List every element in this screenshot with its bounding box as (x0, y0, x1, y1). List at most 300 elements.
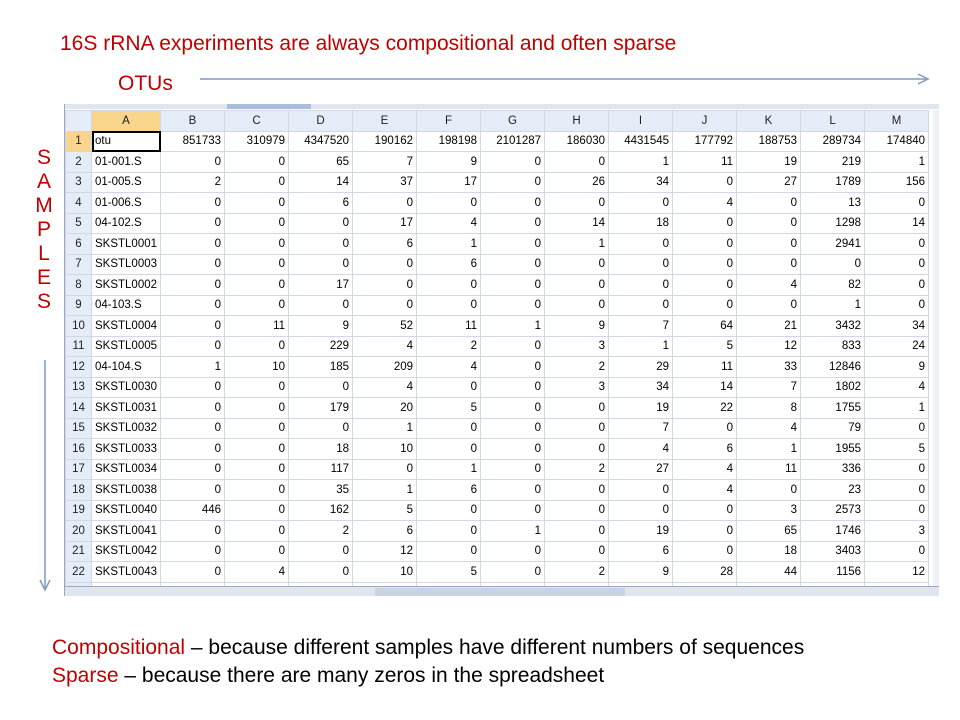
count-cell[interactable]: 37 (353, 172, 417, 193)
count-cell[interactable]: 1 (417, 459, 481, 480)
count-cell[interactable]: 0 (737, 193, 801, 214)
horizontal-scrollbar[interactable] (375, 588, 625, 596)
count-cell[interactable]: 0 (225, 500, 289, 521)
count-cell[interactable]: 0 (161, 480, 225, 501)
count-cell[interactable]: 24 (865, 336, 929, 357)
count-cell[interactable]: 10 (225, 357, 289, 378)
count-cell[interactable]: 3 (545, 336, 609, 357)
sample-name-cell[interactable]: SKSTL0003 (92, 254, 161, 275)
count-cell[interactable]: 7 (737, 377, 801, 398)
count-cell[interactable]: 17 (417, 172, 481, 193)
column-header-c[interactable]: C (225, 111, 289, 132)
count-cell[interactable]: 52 (353, 316, 417, 337)
count-cell[interactable]: 0 (865, 459, 929, 480)
count-cell[interactable]: 0 (289, 418, 353, 439)
count-cell[interactable]: 1 (353, 480, 417, 501)
column-header-j[interactable]: J (673, 111, 737, 132)
row-header[interactable]: 20 (66, 521, 92, 542)
count-cell[interactable]: 6 (417, 254, 481, 275)
column-header-l[interactable]: L (801, 111, 865, 132)
sample-name-cell[interactable]: 04-104.S (92, 357, 161, 378)
count-cell[interactable]: 2 (161, 172, 225, 193)
sample-name-cell[interactable]: SKSTL0043 (92, 562, 161, 583)
column-header-e[interactable]: E (353, 111, 417, 132)
count-cell[interactable]: 14 (865, 213, 929, 234)
sample-name-cell[interactable]: SKSTL0001 (92, 234, 161, 255)
count-cell[interactable]: 833 (801, 336, 865, 357)
count-cell[interactable]: 12 (865, 562, 929, 583)
count-cell[interactable]: 0 (673, 254, 737, 275)
count-cell[interactable]: 186030 (545, 131, 609, 152)
count-cell[interactable]: 0 (353, 193, 417, 214)
count-cell[interactable]: 4 (737, 418, 801, 439)
row-header[interactable]: 14 (66, 398, 92, 419)
row-header[interactable]: 13 (66, 377, 92, 398)
count-cell[interactable]: 1 (609, 336, 673, 357)
count-cell[interactable]: 0 (865, 480, 929, 501)
row-header[interactable]: 10 (66, 316, 92, 337)
count-cell[interactable]: 4 (353, 377, 417, 398)
count-cell[interactable]: 18 (289, 439, 353, 460)
count-cell[interactable]: 1 (481, 521, 545, 542)
count-cell[interactable]: 229 (289, 336, 353, 357)
count-cell[interactable]: 4 (673, 459, 737, 480)
count-cell[interactable]: 0 (609, 234, 673, 255)
count-cell[interactable]: 0 (673, 295, 737, 316)
count-cell[interactable]: 0 (865, 254, 929, 275)
count-cell[interactable]: 0 (225, 377, 289, 398)
count-cell[interactable]: 0 (545, 418, 609, 439)
count-cell[interactable]: 0 (417, 275, 481, 296)
count-cell[interactable]: 0 (545, 480, 609, 501)
count-cell[interactable]: 0 (481, 459, 545, 480)
count-cell[interactable]: 11 (737, 459, 801, 480)
count-cell[interactable]: 289734 (801, 131, 865, 152)
count-cell[interactable]: 0 (481, 439, 545, 460)
count-cell[interactable]: 0 (225, 193, 289, 214)
count-cell[interactable]: 4 (609, 439, 673, 460)
count-cell[interactable]: 1 (481, 316, 545, 337)
count-cell[interactable]: 34 (609, 377, 673, 398)
count-cell[interactable]: 2573 (801, 500, 865, 521)
count-cell[interactable]: 0 (225, 152, 289, 173)
count-cell[interactable]: 0 (673, 418, 737, 439)
count-cell[interactable]: 64 (673, 316, 737, 337)
count-cell[interactable]: 17 (353, 213, 417, 234)
column-header-k[interactable]: K (737, 111, 801, 132)
count-cell[interactable]: 2 (545, 562, 609, 583)
count-cell[interactable]: 0 (225, 541, 289, 562)
row-header[interactable]: 7 (66, 254, 92, 275)
row-header[interactable]: 16 (66, 439, 92, 460)
count-cell[interactable]: 0 (417, 541, 481, 562)
vertical-scrollbar[interactable] (933, 110, 939, 586)
count-cell[interactable]: 6 (353, 521, 417, 542)
count-cell[interactable]: 2941 (801, 234, 865, 255)
count-cell[interactable]: 0 (161, 562, 225, 583)
count-cell[interactable]: 44 (737, 562, 801, 583)
count-cell[interactable]: 1955 (801, 439, 865, 460)
sample-name-cell[interactable]: SKSTL0002 (92, 275, 161, 296)
count-cell[interactable]: 179 (289, 398, 353, 419)
count-cell[interactable]: 0 (673, 234, 737, 255)
count-cell[interactable]: 117 (289, 459, 353, 480)
row-header[interactable]: 9 (66, 295, 92, 316)
column-header-a[interactable]: A (92, 111, 161, 132)
count-cell[interactable]: 14 (545, 213, 609, 234)
count-cell[interactable]: 0 (737, 480, 801, 501)
sample-name-cell[interactable]: otu (92, 131, 161, 152)
count-cell[interactable]: 0 (481, 275, 545, 296)
count-cell[interactable]: 34 (865, 316, 929, 337)
count-cell[interactable]: 0 (161, 377, 225, 398)
count-cell[interactable]: 0 (865, 418, 929, 439)
count-cell[interactable]: 0 (161, 398, 225, 419)
row-header[interactable]: 12 (66, 357, 92, 378)
row-header[interactable]: 22 (66, 562, 92, 583)
count-cell[interactable]: 1746 (801, 521, 865, 542)
count-cell[interactable]: 0 (673, 172, 737, 193)
count-cell[interactable]: 446 (161, 500, 225, 521)
count-cell[interactable]: 79 (801, 418, 865, 439)
row-header[interactable]: 4 (66, 193, 92, 214)
sample-name-cell[interactable]: SKSTL0033 (92, 439, 161, 460)
count-cell[interactable]: 4 (225, 562, 289, 583)
count-cell[interactable]: 0 (289, 541, 353, 562)
row-header[interactable]: 8 (66, 275, 92, 296)
count-cell[interactable]: 2 (289, 521, 353, 542)
sample-name-cell[interactable]: 01-001.S (92, 152, 161, 173)
count-cell[interactable]: 21 (737, 316, 801, 337)
count-cell[interactable]: 4 (673, 193, 737, 214)
count-cell[interactable]: 0 (865, 541, 929, 562)
count-cell[interactable]: 4 (417, 213, 481, 234)
count-cell[interactable]: 0 (225, 275, 289, 296)
count-cell[interactable]: 11 (417, 316, 481, 337)
count-cell[interactable]: 27 (609, 459, 673, 480)
column-header-m[interactable]: M (865, 111, 929, 132)
count-cell[interactable]: 3432 (801, 316, 865, 337)
count-cell[interactable]: 0 (417, 295, 481, 316)
count-cell[interactable]: 0 (545, 500, 609, 521)
row-header[interactable]: 5 (66, 213, 92, 234)
count-cell[interactable]: 336 (801, 459, 865, 480)
column-header-b[interactable]: B (161, 111, 225, 132)
count-cell[interactable]: 0 (609, 295, 673, 316)
count-cell[interactable]: 0 (673, 213, 737, 234)
count-cell[interactable]: 4 (417, 357, 481, 378)
count-cell[interactable]: 4 (673, 480, 737, 501)
count-cell[interactable]: 0 (481, 213, 545, 234)
row-header[interactable]: 6 (66, 234, 92, 255)
count-cell[interactable]: 1789 (801, 172, 865, 193)
count-cell[interactable]: 2 (545, 459, 609, 480)
count-cell[interactable]: 0 (353, 254, 417, 275)
sample-name-cell[interactable]: 04-102.S (92, 213, 161, 234)
count-cell[interactable]: 14 (289, 172, 353, 193)
count-cell[interactable]: 1298 (801, 213, 865, 234)
count-cell[interactable]: 0 (161, 316, 225, 337)
count-cell[interactable]: 0 (737, 234, 801, 255)
count-cell[interactable]: 0 (289, 254, 353, 275)
count-cell[interactable]: 17 (289, 275, 353, 296)
count-cell[interactable]: 0 (161, 295, 225, 316)
count-cell[interactable]: 1 (417, 234, 481, 255)
count-cell[interactable]: 1156 (801, 562, 865, 583)
count-cell[interactable]: 8 (737, 398, 801, 419)
count-cell[interactable]: 0 (609, 275, 673, 296)
count-cell[interactable]: 0 (225, 336, 289, 357)
count-cell[interactable]: 188753 (737, 131, 801, 152)
count-cell[interactable]: 0 (865, 193, 929, 214)
count-cell[interactable]: 13 (801, 193, 865, 214)
count-cell[interactable]: 9 (289, 316, 353, 337)
count-cell[interactable]: 0 (481, 562, 545, 583)
count-cell[interactable]: 0 (673, 541, 737, 562)
count-cell[interactable]: 0 (481, 172, 545, 193)
count-cell[interactable]: 0 (481, 295, 545, 316)
count-cell[interactable]: 0 (161, 521, 225, 542)
count-cell[interactable]: 198198 (417, 131, 481, 152)
count-cell[interactable]: 0 (161, 336, 225, 357)
count-cell[interactable]: 0 (545, 152, 609, 173)
sample-name-cell[interactable]: SKSTL0030 (92, 377, 161, 398)
count-cell[interactable]: 7 (609, 418, 673, 439)
count-cell[interactable]: 11 (673, 357, 737, 378)
count-cell[interactable]: 0 (609, 254, 673, 275)
count-cell[interactable]: 0 (737, 254, 801, 275)
count-cell[interactable]: 190162 (353, 131, 417, 152)
count-cell[interactable]: 0 (417, 500, 481, 521)
count-cell[interactable]: 0 (417, 418, 481, 439)
count-cell[interactable]: 219 (801, 152, 865, 173)
sample-name-cell[interactable]: 01-006.S (92, 193, 161, 214)
count-cell[interactable]: 0 (289, 377, 353, 398)
count-cell[interactable]: 4347520 (289, 131, 353, 152)
sample-name-cell[interactable]: SKSTL0031 (92, 398, 161, 419)
count-cell[interactable]: 2 (545, 357, 609, 378)
count-cell[interactable]: 0 (481, 254, 545, 275)
count-cell[interactable]: 3 (737, 500, 801, 521)
sample-name-cell[interactable]: SKSTL0040 (92, 500, 161, 521)
count-cell[interactable]: 0 (609, 500, 673, 521)
count-cell[interactable]: 1755 (801, 398, 865, 419)
count-cell[interactable]: 0 (225, 172, 289, 193)
count-cell[interactable]: 0 (673, 275, 737, 296)
count-cell[interactable]: 19 (737, 152, 801, 173)
sample-name-cell[interactable]: SKSTL0004 (92, 316, 161, 337)
count-cell[interactable]: 11 (673, 152, 737, 173)
count-cell[interactable]: 0 (673, 500, 737, 521)
count-cell[interactable]: 0 (545, 295, 609, 316)
count-cell[interactable]: 7 (609, 316, 673, 337)
column-header-g[interactable]: G (481, 111, 545, 132)
count-cell[interactable]: 0 (737, 295, 801, 316)
row-header[interactable]: 18 (66, 480, 92, 501)
count-cell[interactable]: 0 (865, 275, 929, 296)
count-cell[interactable]: 9 (865, 357, 929, 378)
count-cell[interactable]: 6 (609, 541, 673, 562)
row-header[interactable]: 15 (66, 418, 92, 439)
count-cell[interactable]: 0 (161, 152, 225, 173)
column-header-d[interactable]: D (289, 111, 353, 132)
count-cell[interactable]: 0 (161, 418, 225, 439)
count-cell[interactable]: 185 (289, 357, 353, 378)
count-cell[interactable]: 18 (609, 213, 673, 234)
count-cell[interactable]: 0 (225, 439, 289, 460)
sample-name-cell[interactable]: SKSTL0041 (92, 521, 161, 542)
count-cell[interactable]: 0 (865, 295, 929, 316)
count-cell[interactable]: 14 (673, 377, 737, 398)
count-cell[interactable]: 0 (481, 357, 545, 378)
count-cell[interactable]: 0 (161, 234, 225, 255)
sample-name-cell[interactable]: SKSTL0042 (92, 541, 161, 562)
count-cell[interactable]: 0 (481, 377, 545, 398)
count-cell[interactable]: 3 (545, 377, 609, 398)
count-cell[interactable]: 6 (289, 193, 353, 214)
count-cell[interactable]: 28 (673, 562, 737, 583)
count-cell[interactable]: 0 (225, 418, 289, 439)
count-cell[interactable]: 0 (481, 500, 545, 521)
count-cell[interactable]: 19 (609, 521, 673, 542)
select-all-corner[interactable] (66, 111, 92, 132)
count-cell[interactable]: 0 (161, 459, 225, 480)
count-cell[interactable]: 22 (673, 398, 737, 419)
column-header-f[interactable]: F (417, 111, 481, 132)
count-cell[interactable]: 0 (481, 152, 545, 173)
count-cell[interactable]: 0 (353, 295, 417, 316)
count-cell[interactable]: 12846 (801, 357, 865, 378)
count-cell[interactable]: 20 (353, 398, 417, 419)
count-cell[interactable]: 0 (289, 562, 353, 583)
count-cell[interactable]: 9 (545, 316, 609, 337)
count-cell[interactable]: 0 (865, 500, 929, 521)
count-cell[interactable]: 0 (353, 275, 417, 296)
count-cell[interactable]: 3403 (801, 541, 865, 562)
row-header[interactable]: 11 (66, 336, 92, 357)
count-cell[interactable]: 0 (353, 459, 417, 480)
count-cell[interactable]: 0 (609, 480, 673, 501)
count-cell[interactable]: 0 (289, 213, 353, 234)
count-cell[interactable]: 1 (353, 418, 417, 439)
count-cell[interactable]: 82 (801, 275, 865, 296)
count-cell[interactable]: 27 (737, 172, 801, 193)
count-cell[interactable]: 0 (673, 521, 737, 542)
count-cell[interactable]: 1 (545, 234, 609, 255)
count-cell[interactable]: 177792 (673, 131, 737, 152)
count-cell[interactable]: 0 (737, 213, 801, 234)
count-cell[interactable]: 0 (289, 295, 353, 316)
sample-name-cell[interactable]: SKSTL0032 (92, 418, 161, 439)
count-cell[interactable]: 18 (737, 541, 801, 562)
column-header-i[interactable]: I (609, 111, 673, 132)
count-cell[interactable]: 0 (481, 234, 545, 255)
count-cell[interactable]: 5 (865, 439, 929, 460)
count-cell[interactable]: 9 (417, 152, 481, 173)
count-cell[interactable]: 0 (545, 541, 609, 562)
count-cell[interactable]: 5 (353, 500, 417, 521)
count-cell[interactable]: 0 (545, 254, 609, 275)
count-cell[interactable]: 209 (353, 357, 417, 378)
count-cell[interactable]: 5 (417, 398, 481, 419)
sample-name-cell[interactable]: 04-103.S (92, 295, 161, 316)
count-cell[interactable]: 0 (545, 193, 609, 214)
count-cell[interactable]: 4431545 (609, 131, 673, 152)
count-cell[interactable]: 26 (545, 172, 609, 193)
count-cell[interactable]: 4 (865, 377, 929, 398)
count-cell[interactable]: 2 (417, 336, 481, 357)
row-header[interactable]: 19 (66, 500, 92, 521)
count-cell[interactable]: 6 (673, 439, 737, 460)
count-cell[interactable]: 0 (545, 398, 609, 419)
count-cell[interactable]: 65 (737, 521, 801, 542)
count-cell[interactable]: 162 (289, 500, 353, 521)
count-cell[interactable]: 0 (545, 275, 609, 296)
row-header[interactable]: 1 (66, 131, 92, 152)
count-cell[interactable]: 0 (801, 254, 865, 275)
count-cell[interactable]: 851733 (161, 131, 225, 152)
count-cell[interactable]: 34 (609, 172, 673, 193)
count-cell[interactable]: 0 (161, 213, 225, 234)
count-cell[interactable]: 156 (865, 172, 929, 193)
count-cell[interactable]: 4 (737, 275, 801, 296)
count-cell[interactable]: 0 (481, 336, 545, 357)
count-cell[interactable]: 0 (609, 193, 673, 214)
count-cell[interactable]: 0 (161, 254, 225, 275)
count-cell[interactable]: 1802 (801, 377, 865, 398)
count-cell[interactable]: 0 (481, 398, 545, 419)
count-cell[interactable]: 1 (801, 295, 865, 316)
count-cell[interactable]: 65 (289, 152, 353, 173)
count-cell[interactable]: 5 (417, 562, 481, 583)
row-header[interactable]: 3 (66, 172, 92, 193)
count-cell[interactable]: 0 (417, 193, 481, 214)
count-cell[interactable]: 1 (865, 398, 929, 419)
count-cell[interactable]: 1 (161, 357, 225, 378)
count-cell[interactable]: 0 (225, 459, 289, 480)
count-cell[interactable]: 0 (225, 213, 289, 234)
count-cell[interactable]: 1 (737, 439, 801, 460)
count-cell[interactable]: 0 (225, 254, 289, 275)
count-cell[interactable]: 5 (673, 336, 737, 357)
count-cell[interactable]: 0 (481, 418, 545, 439)
row-header[interactable]: 2 (66, 152, 92, 173)
count-cell[interactable]: 12 (737, 336, 801, 357)
count-cell[interactable]: 0 (417, 439, 481, 460)
count-cell[interactable]: 9 (609, 562, 673, 583)
count-cell[interactable]: 1 (609, 152, 673, 173)
count-cell[interactable]: 10 (353, 562, 417, 583)
count-cell[interactable]: 0 (161, 275, 225, 296)
sample-name-cell[interactable]: SKSTL0034 (92, 459, 161, 480)
row-header[interactable]: 21 (66, 541, 92, 562)
count-cell[interactable]: 3 (865, 521, 929, 542)
count-cell[interactable]: 33 (737, 357, 801, 378)
count-cell[interactable]: 0 (865, 234, 929, 255)
count-cell[interactable]: 35 (289, 480, 353, 501)
count-cell[interactable]: 0 (545, 521, 609, 542)
count-cell[interactable]: 0 (225, 480, 289, 501)
count-cell[interactable]: 0 (545, 439, 609, 460)
count-cell[interactable]: 0 (161, 541, 225, 562)
sample-name-cell[interactable]: 01-005.S (92, 172, 161, 193)
count-cell[interactable]: 0 (225, 398, 289, 419)
count-cell[interactable]: 10 (353, 439, 417, 460)
count-cell[interactable]: 0 (481, 541, 545, 562)
count-cell[interactable]: 4 (353, 336, 417, 357)
count-cell[interactable]: 0 (225, 234, 289, 255)
count-cell[interactable]: 12 (353, 541, 417, 562)
